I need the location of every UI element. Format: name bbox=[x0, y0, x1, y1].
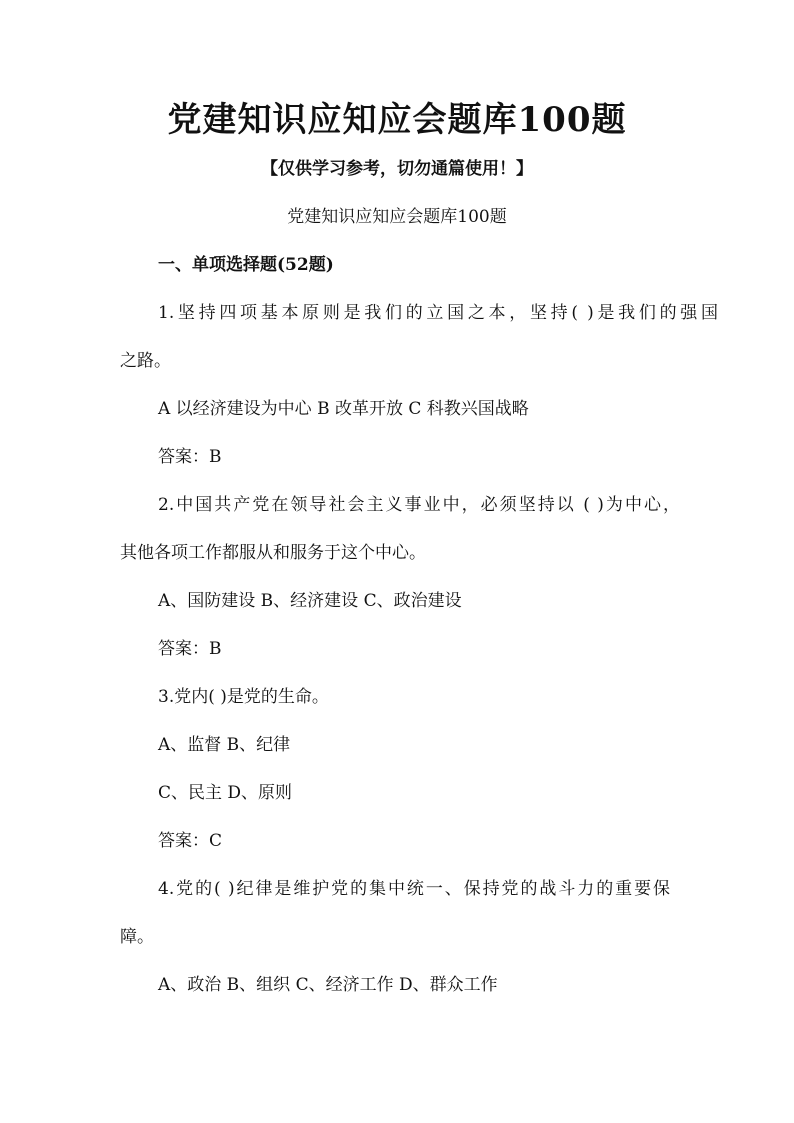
question-3-options-line1: A、监督 B、纪律 bbox=[158, 735, 291, 755]
document-subheading: 党建知识应知应会题库100题 bbox=[287, 207, 507, 227]
question-1-options: A 以经济建设为中心 B 改革开放 C 科教兴国战略 bbox=[158, 399, 529, 419]
question-3-answer: 答案：C bbox=[158, 831, 223, 851]
question-4-text: 4.党的( )纪律是维护党的集中统一、保持党的战斗力的重要保 bbox=[158, 879, 670, 899]
question-2-text: 2.中国共产党在领导社会主义事业中，必须坚持以 ( )为中心， bbox=[158, 495, 680, 515]
document-title: 党建知识应知应会题库100题 bbox=[167, 100, 627, 140]
question-1-text-cont: 之路。 bbox=[120, 351, 171, 371]
usage-notice: 【仅供学习参考，切勿通篇使用！】 bbox=[261, 159, 533, 179]
question-2-text-cont: 其他各项工作都服从和服务于这个中心。 bbox=[120, 543, 426, 563]
section-heading: 一、单项选择题(52题) bbox=[158, 255, 334, 275]
question-2-answer: 答案：B bbox=[158, 639, 222, 659]
question-1-answer: 答案：B bbox=[158, 447, 222, 467]
question-2-options: A、国防建设 B、经济建设 C、政治建设 bbox=[158, 591, 462, 611]
question-1-text: 1.坚持四项基本原则是我们的立国之本，坚持( )是我们的强国 bbox=[158, 303, 718, 323]
question-3-text: 3.党内( )是党的生命。 bbox=[158, 687, 329, 707]
question-4-text-cont: 障。 bbox=[120, 927, 154, 947]
question-3-options-line2: C、民主 D、原则 bbox=[158, 783, 293, 803]
question-4-options: A、政治 B、组织 C、经济工作 D、群众工作 bbox=[158, 975, 498, 995]
